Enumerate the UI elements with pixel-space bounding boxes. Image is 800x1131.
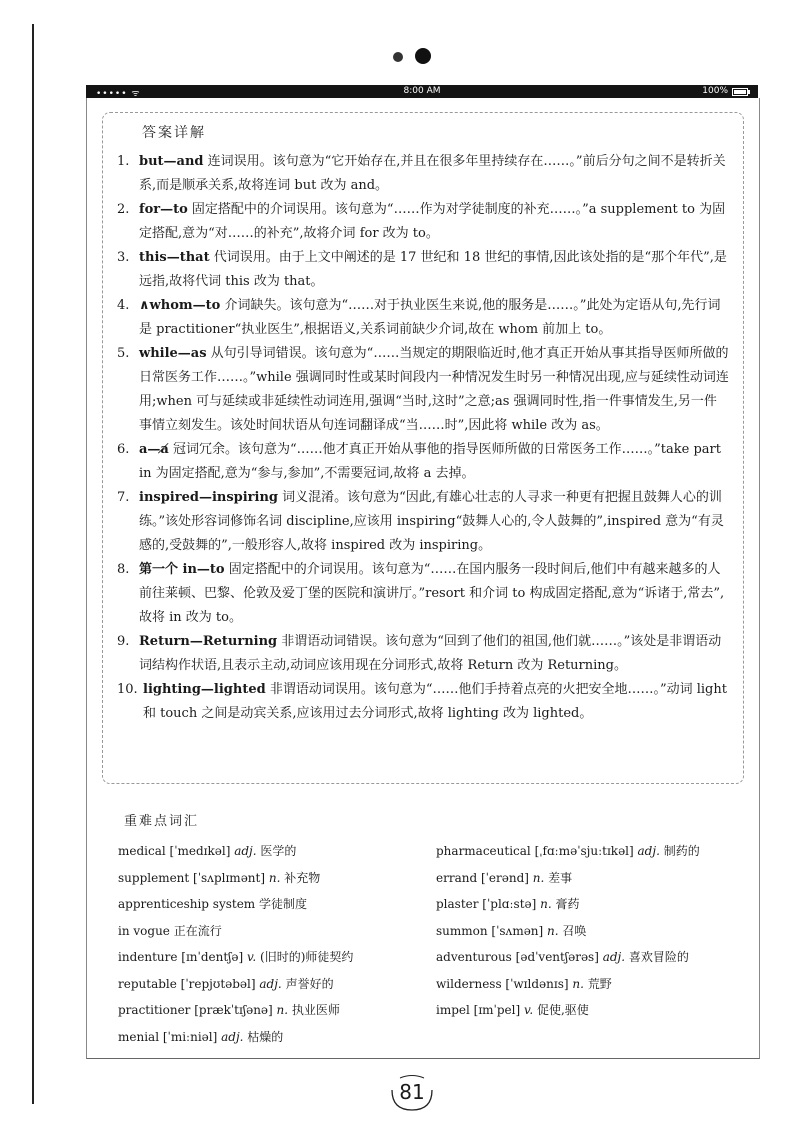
answer-number: 2. [117,202,130,217]
answer-key: Return—Returning [139,634,278,649]
camera-icon [393,52,403,62]
vocab-pos: n. [276,1003,289,1017]
vocab-meaning: 声誉好的 [281,976,334,991]
answer-list [117,150,729,726]
answer-item [117,294,729,342]
answer-number: 5. [117,346,130,361]
page-number: 81 [386,1072,438,1112]
vocab-pos: n. [572,976,584,991]
signal-icon: ••••• ᯤ [96,89,141,99]
vocab-meaning: 执业医师 [288,1003,340,1017]
vocab-meaning: 医学的 [256,844,297,858]
answer-key: lighting—lighted [143,682,266,697]
vocab-word: practitioner [prækˈtɪʃənə] [118,1003,277,1017]
vocab-meaning: 制药的 [659,844,700,858]
vocab-pos: adj. [221,1029,244,1044]
vocab-item [436,944,746,971]
answer-number: 1. [117,154,130,169]
answer-number: 9. [117,634,130,649]
vocab-word: supplement [ˈsʌplɪmənt] [118,870,269,885]
answer-explanation: 非谓语动词错误。该句意为“回到了他们的祖国,他们就……。”该处是非谓语动词结构作状语,且表示主动,动词应该用现在分词形式,故将 Return 改为 Returning。 [139,634,722,673]
answer-key: but—and [139,154,204,169]
answer-item [117,630,729,678]
answer-key: for—to [139,202,188,217]
battery-icon [732,88,748,96]
vocab-pos: v. [247,950,257,964]
answer-item [117,342,729,438]
vocab-meaning: 差事 [544,870,573,885]
vocab-pos: n. [268,870,281,885]
vocab-item [436,838,746,865]
answer-explanation: 词义混淆。该句意为“因此,有雄心壮志的人寻求一种更有把握且鼓舞人心的训练。”该处形容词修饰名词 discipline,应该用 inspiring“鼓舞人心的,令人鼓舞的”,inspired 意为“有灵感的,受鼓舞的”,一般形容人,故将 inspired 改为 inspiring。 [139,490,724,553]
status-time: 8:00 AM [403,86,441,96]
answer-key: this—that [139,250,210,265]
vocab-pos: adj. [234,844,257,858]
answer-number: 3. [117,250,130,265]
answer-key: a—a̸ [139,442,169,457]
vocab-word: adventurous [ədˈventʃərəs] [436,950,603,964]
vocab-meaning: 荒野 [583,976,612,991]
answer-key: inspired—inspiring [139,490,279,505]
vocab-word: reputable [ˈrepjʊtəbəl] [118,976,260,991]
vocab-meaning: 膏药 [551,897,580,911]
left-binding-rule [32,24,34,1104]
vocab-word: pharmaceutical [ˌfɑːməˈsjuːtɪkəl] [436,844,638,858]
answer-item [117,246,729,294]
answer-explanation: 固定搭配中的介词误用。该句意为“……作为对学徒制度的补充……。”a supplement to 为固定搭配,意为“对……的补充”,故将介词 for 改为 to。 [139,202,726,241]
vocab-item [436,918,746,945]
vocab-word: indenture [ɪnˈdentʃə] [118,950,248,964]
vocab-word: impel [ɪmˈpel] [436,1003,524,1017]
battery-percent: 100% [702,86,728,96]
vocab-word: errand [ˈerənd] [436,870,533,885]
vocab-word: medical [ˈmedɪkəl] [118,844,235,858]
vocab-item [118,918,428,945]
answer-number: 10. [117,682,138,697]
vocab-word: menial [ˈmiːniəl] [118,1029,222,1044]
sensor-dot-icon [415,48,431,64]
answer-number: 6. [117,442,130,457]
vocab-word: apprenticeship system 学徒制度 [118,897,308,911]
vocab-meaning: 喜欢冒险的 [625,950,689,964]
answer-explanation: 介词缺失。该句意为“……对于执业医生来说,他的服务是……。”此处为定语从句,先行词是 practitioner“执业医生”,根据语义,关系词前缺少介词,故在 whom 前加上 to。 [139,298,721,337]
vocab-pos: n. [540,897,552,911]
answer-number: 4. [117,298,130,313]
answer-item [117,150,729,198]
vocab-item [436,865,746,892]
answer-key: 第一个 in—to [139,562,225,577]
vocab-item [436,997,746,1024]
vocab-word: plaster [ˈplɑːstə] [436,897,541,911]
answer-key: while—as [139,346,207,361]
status-bar [86,85,758,98]
vocab-meaning: (旧时的)师徒契约 [256,950,354,964]
vocab-item [118,891,428,918]
vocab-meaning: 补充物 [280,870,321,885]
vocab-section-title: 重难点词汇 [124,814,200,829]
vocab-list-left [118,838,428,1050]
vocab-item [118,865,428,892]
answer-explanation: 冠词冗余。该句意为“……他才真正开始从事他的指导医师所做的日常医务工作……。”take part in 为固定搭配,意为“参与,参加”,不需要冠词,故将 a 去掉。 [139,442,721,481]
answer-item [117,486,729,558]
answer-number: 7. [117,490,130,505]
answer-key: ∧whom—to [139,298,221,313]
answer-item [117,678,729,726]
vocab-item [118,1024,428,1051]
vocab-item [436,971,746,998]
answer-explanation: 连词误用。该句意为“它开始存在,并且在很多年里持续存在……。”前后分句之间不是转折关系,而是顺承关系,故将连词 but 改为 and。 [139,154,726,193]
answer-explanation: 代词误用。由于上文中阐述的是 17 世纪和 18 世纪的事情,因此该处指的是“那个年代”,是远指,故将代词 this 改为 that。 [139,250,727,289]
vocab-pos: n. [532,870,545,885]
vocab-pos: adj. [602,950,626,964]
answer-section-title: 答案详解 [138,122,210,142]
answer-explanation: 固定搭配中的介词误用。该句意为“……在国内服务一段时间后,他们中有越来越多的人前往莱顿、巴黎、伦敦及爱丁堡的医院和演讲厅。”resort 和介词 to 构成固定搭配,意为“诉诸于,常去”,故将 in 改为 to。 [139,562,725,625]
vocab-list-right [436,838,746,1024]
answer-explanation: 从句引导词错误。该句意为“……当规定的期限临近时,他才真正开始从事其指导医师所做的日常医务工作……。”while 强调同时性或某时间段内一种情况发生时另一种情况出现,应与延续性动词连用;when 可与延续或非延续性动词连用,强调“当时,这时”之意;as 强调同时性,指一件事情发生,另一件事情立刻发生。该处时间状语从句连词翻译成“当……时”,因此将 while 改为 as。 [139,346,729,433]
vocab-item [436,891,746,918]
answer-number: 8. [117,562,130,577]
vocab-pos: n. [547,923,559,938]
vocab-item [118,971,428,998]
vocab-item [118,944,428,971]
answer-item [117,198,729,246]
vocab-word: in vogue 正在流行 [118,923,222,938]
vocab-meaning: 枯燥的 [243,1029,284,1044]
vocab-item [118,997,428,1024]
answer-item [117,558,729,630]
vocab-word: summon [ˈsʌmən] [436,923,548,938]
vocab-meaning: 召唤 [558,923,587,938]
vocab-pos: v. [523,1003,534,1017]
answer-item [117,438,729,486]
answer-explanation: 非谓语动词误用。该句意为“……他们手持着点亮的火把安全地……。”动词 light 和 touch 之间是动宾关系,应该用过去分词形式,故将 lighting 改为 lighted。 [143,682,727,721]
vocab-word: wilderness [ˈwɪldənɪs] [436,976,573,991]
vocab-pos: adj. [259,976,282,991]
vocab-pos: adj. [637,844,660,858]
vocab-meaning: 促使,驱使 [533,1003,589,1017]
vocab-item [118,838,428,865]
